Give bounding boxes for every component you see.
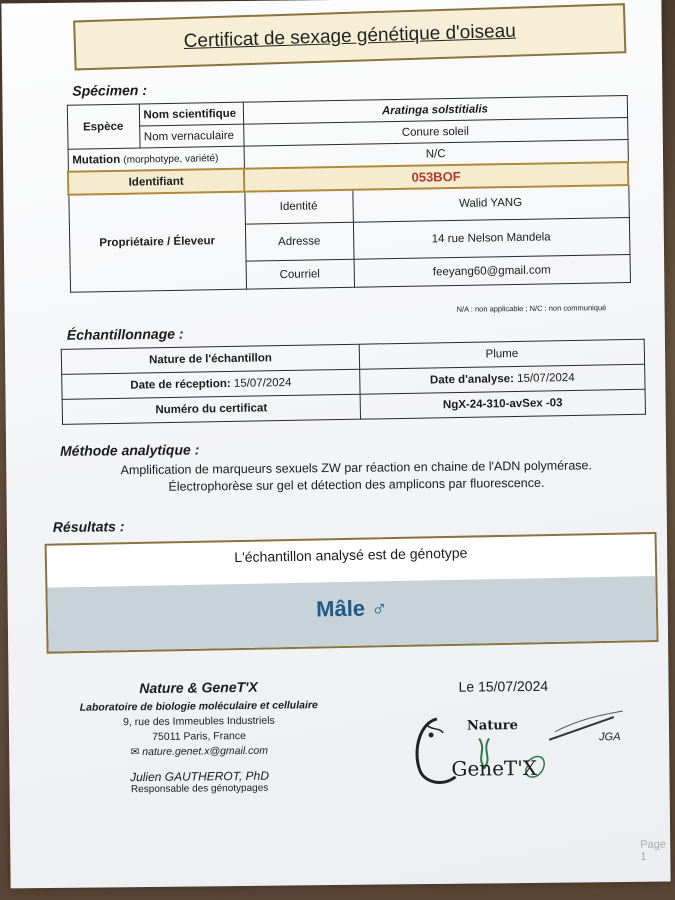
specimen-heading: Spécimen : xyxy=(72,81,148,99)
identite-value: Walid YANG xyxy=(352,185,629,222)
lab-address-1: 9, rue des Immeubles Industriels xyxy=(122,714,275,729)
identifiant-label: Identifiant xyxy=(68,169,244,195)
lab-address-2: 75011 Paris, France xyxy=(152,729,247,743)
numero-label: Numéro du certificat xyxy=(62,394,360,424)
courriel-value: feeyang60@gmail.com xyxy=(354,255,630,287)
abbreviation-note: N/A : non applicable ; N/C : non communiqué xyxy=(456,303,607,314)
methode-line-2: Électrophorèse sur gel et détection des amplicons par fluorescence. xyxy=(168,475,545,494)
result-box xyxy=(45,532,659,654)
nom-scientifique-label: Nom scientifique xyxy=(139,102,243,126)
nature-value: Plume xyxy=(359,339,644,369)
analyse-label: Date d'analyse: xyxy=(429,373,515,387)
page-title: Certificat de sexage génétique d'oiseau xyxy=(183,20,517,53)
result-value: Mâle ♂ xyxy=(315,595,388,622)
espece-label: Espèce xyxy=(67,104,140,149)
email-icon: ✉ xyxy=(130,746,140,759)
proprietaire-label: Propriétaire / Éleveur xyxy=(68,192,246,293)
lab-email-row xyxy=(69,743,329,761)
mutation-sub: (morphotype, variété) xyxy=(123,152,219,166)
analyse-value: 15/07/2024 xyxy=(517,371,575,385)
mutation-label-cell xyxy=(68,146,244,172)
echantillonnage-table xyxy=(61,339,646,425)
identite-label: Identité xyxy=(244,190,353,224)
certificate-page xyxy=(1,0,670,888)
specimen-table xyxy=(66,95,631,293)
mutation-label: Mutation xyxy=(72,153,121,167)
nom-vernaculaire-value: Conure soleil xyxy=(243,117,627,146)
nature-label: Nature de l'échantillon xyxy=(61,344,359,374)
adresse-value: 14 rue Nelson Mandela xyxy=(353,217,630,260)
lab-subtitle: Laboratoire de biologie moléculaire et cellulaire xyxy=(79,699,318,714)
logo-word-1: Nature xyxy=(466,718,518,734)
title-box xyxy=(73,3,626,70)
lab-logo xyxy=(409,709,650,792)
logo-word-2: GeneT'X xyxy=(451,755,538,781)
lab-block xyxy=(68,678,329,796)
numero-value: NgX-24-310-avSex -03 xyxy=(360,389,645,419)
reception-label: Date de réception: xyxy=(130,377,231,392)
adresse-label: Adresse xyxy=(245,222,354,262)
page-number: Page 1 xyxy=(640,838,666,863)
nom-vernaculaire-label: Nom vernaculaire xyxy=(139,124,243,148)
identifiant-value: 053BOF xyxy=(244,162,628,192)
reception-value: 15/07/2024 xyxy=(233,376,292,390)
methode-line-1: Amplification de marqueurs sexuels ZW par réaction en chaine de l'ADN polymérase. xyxy=(120,458,592,478)
result-line: L'échantillon analysé est de génotype xyxy=(234,544,468,566)
methode-heading: Méthode analytique : xyxy=(59,441,200,459)
lab-signer: Julien GAUTHEROT, PhD xyxy=(129,768,270,785)
methode-text xyxy=(76,457,636,497)
courriel-label: Courriel xyxy=(246,260,354,289)
signature-initials: JGA xyxy=(599,731,621,744)
result-band xyxy=(47,576,656,652)
date-line: Le 15/07/2024 xyxy=(458,677,549,695)
lab-name: Nature & GeneT'X xyxy=(139,678,258,697)
resultats-heading: Résultats : xyxy=(52,518,125,535)
mutation-value: N/C xyxy=(244,139,628,168)
lab-email: nature.genet.x@gmail.com xyxy=(142,744,268,759)
echantillonnage-heading: Échantillonnage : xyxy=(66,325,184,343)
lab-role: Responsable des génotypages xyxy=(130,782,269,796)
nom-scientifique-value: Aratinga solstitialis xyxy=(243,95,627,124)
